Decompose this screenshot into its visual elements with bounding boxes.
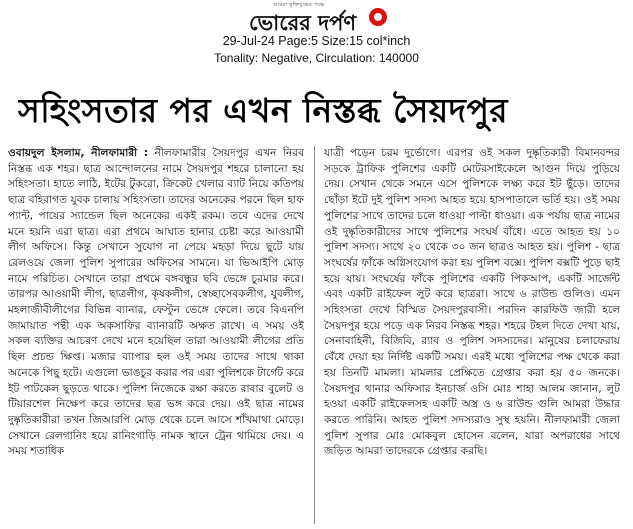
newspaper-logo [243, 2, 393, 35]
logo-tagline: আমরা মুক্তিযুদ্ধের পক্ষে [273, 2, 325, 8]
article-body [8, 146, 620, 524]
logo-text: ভোরের দর্পণ [249, 10, 357, 35]
column-2-text: যাত্রী পড়েন চরম দুর্ভোগে। এরপর ওই সকল দুষ্কৃতিকারী বিমানবন্দর সড়কে ট্রাফিক পুলিশের একটি মোটরসাইকেলে আগুন দিয়ে পুড়িয়ে দেয়। সেখান থেকে সমনে এসে পুলিশকে লক্ষ্য করে ইট ছুঁড়ে। তাদের ছোঁড়া ইটে দুই পুলিশ সদস্য আহত হয়ে হাসপাতালে ভর্তি হয়। ওই সময় পুলিশের সাথে তাদের চলে ধাওয়া পাল্টা ধাওয়া। এক পর্যায় ছাত্র নামের ওই দুষ্কৃতিকারীদের সাথে পুলিশের সংঘর্ষ বাঁধে। এতে আহত হয় ১০ পুলিশ সদস্য। সাথে ২০ থেকে ৩০ জন ছাত্রও আহত হয়। পুলিশ - ছাত্র সংঘর্ষের ফাঁকে অগ্নিসংযোগ করা হয় পুলিশ বক্সে। পুলিশ বক্সটি পুড়ে ছাই হয়ে যায়। সংঘর্ষের ফাঁকে পুলিশের একটি পিকআপ, একটি সার্জেন্ট এবং একটি রাইফেল লুট করে ছাত্ররা। সাথে ৬ রাউন্ড গুলিও। এমন সহিংসতা দেখে বিস্মিত সৈয়দপুরবাসী। পরদিন কারফিউ জারী হলে সৈয়দপুর হয়ে পড়ে এক নিরব নিস্তব্ধ শহর। শহরে টহল দিতে দেখা যায়, সেনাবাহিনী, বিজিবি, র‍্যাব ও পুলিশ সদস্যদের। মানুষের চলাফেরায় বেঁধে দেয়া হয় নির্দিষ্ট একটি সময়। এরই মধ্যে পুলিশের পক্ষ থেকে করা হয় তিনটি মামলা। মামলার প্রেক্ষিতে গ্রেপ্তার করা হয় ৫০ জনকে। সৈয়দপুর থানার অফিসার ইনচার্জ ওসি মোঃ শাহা আলম জানান, লুট হওয়া একটি রাইফেলসহ একটি অস্ত্র ও ৬ রাউন্ড গুলি আমরা উদ্ধার করতে পারিনি। আহত পুলিশ সদস্যরাও সুস্থ হয়নি। নীলফামারী জেলা পুলিশ সুপার মোঃ মোকবুল হোসেন বলেন, যারা অপরাধের সাথে জড়িত আমরা তাদেরকে গ্রেপ্তার করছি। [324, 147, 620, 458]
tonality-circulation: Tonality: Negative, Circulation: 140000 [214, 51, 419, 65]
article-column-2 [324, 146, 620, 524]
article-column-1 [8, 146, 304, 524]
byline: ওবায়দুল ইসলাম, নীলফামারী : [8, 147, 149, 159]
sun-icon [369, 8, 387, 26]
masthead [0, 0, 633, 72]
headline: সহিংসতার পর এখন নিস্তব্ধ সৈয়দপুর [18, 91, 509, 130]
column-1-text: নীলফামারীর সৈয়দপুর এখন নিরব নিস্তব্ধ এক শহর। ছাত্র আন্দোলনের নামে সৈয়দপুর শহরে চালানো হয় সহিংসতা। হাতে লাঠি, ইটের টুকরো, ক্রিকেট খেলার ব্যাট নিয়ে কতিপয় ছাত্র বহিরাগত যুবক চালায় সহিংসতা। তাদের অনেকের পরনে ছিল হাফ প্যান্ট, পায়ের স্যান্ডেল ছিল অনেকের একই রকম। তবে এদের দেখে মনে হয়নি এরা ছাত্র। এরা প্রথমে আঘাত হানার চেষ্টা করে আওয়ামী লীগ অফিসে। কিন্তু সেখানে সুযোগ না পেয়ে মহড়া দিয়ে ছুটে যায় রেলওয়ে জেলা পুলিশ সুপারের অফিসের সামনে। যা ভিআইপি মোড় নামে পরিচিত। সেখানে তারা প্রথমে বঙ্গবন্ধুর ছবি ভেঙ্গে চুরমার করে। তারপর আওয়ামী লীগ, ছাত্রলীগ, কৃষকলীগ, স্বেচ্ছাসেবকলীগ, যুবলীগ, মহলাজীবীলীগের বিভিন্ন ব্যানার, ফেস্টুন ভেঙ্গে ফেলে। তবে বিএনপি জামায়াত পন্থী এক অকসাফির ব্যানারটি অক্ষত রাখে। এ সময় ওই সকল ব্যক্তির আচরণ দেখে মনে হয়েছিল তারা আওয়ামী লীগের প্রতি ছিল প্রচন্ড ক্ষিপ্ত। মজার ব্যাপার হল ওই সময় তাদের সাথে থাকা অনেকে পিছু হটে। এগুলো ভাঙচুর করার পর এরা পুলিশকে টার্গেট করে ইট পাটকেল ছুড়তে থাকে। পুলিশ নিজেকে রক্ষা করতে রাবার বুলেট ও টিয়ারশেল নিক্ষেপ করে তাদের ছত্র ভঙ্গ করে দেয়। ওই ছাত্র নামের দুষ্কৃতিকারীরা তখন জিআরপি মোড় থেকে চলে আসে শাঁখমাথা মোড়ে। সেখানে রেলগানিং হয়ে রানিংগাড়ি নামক স্থানে ট্রেন থামিয়ে দেয়। এ সময় শতাধিক [8, 147, 304, 458]
clip-info: 29-Jul-24 Page:5 Size:15 col*inch [222, 34, 411, 48]
column-divider [314, 146, 315, 524]
article-paragraph-1 [8, 146, 304, 460]
